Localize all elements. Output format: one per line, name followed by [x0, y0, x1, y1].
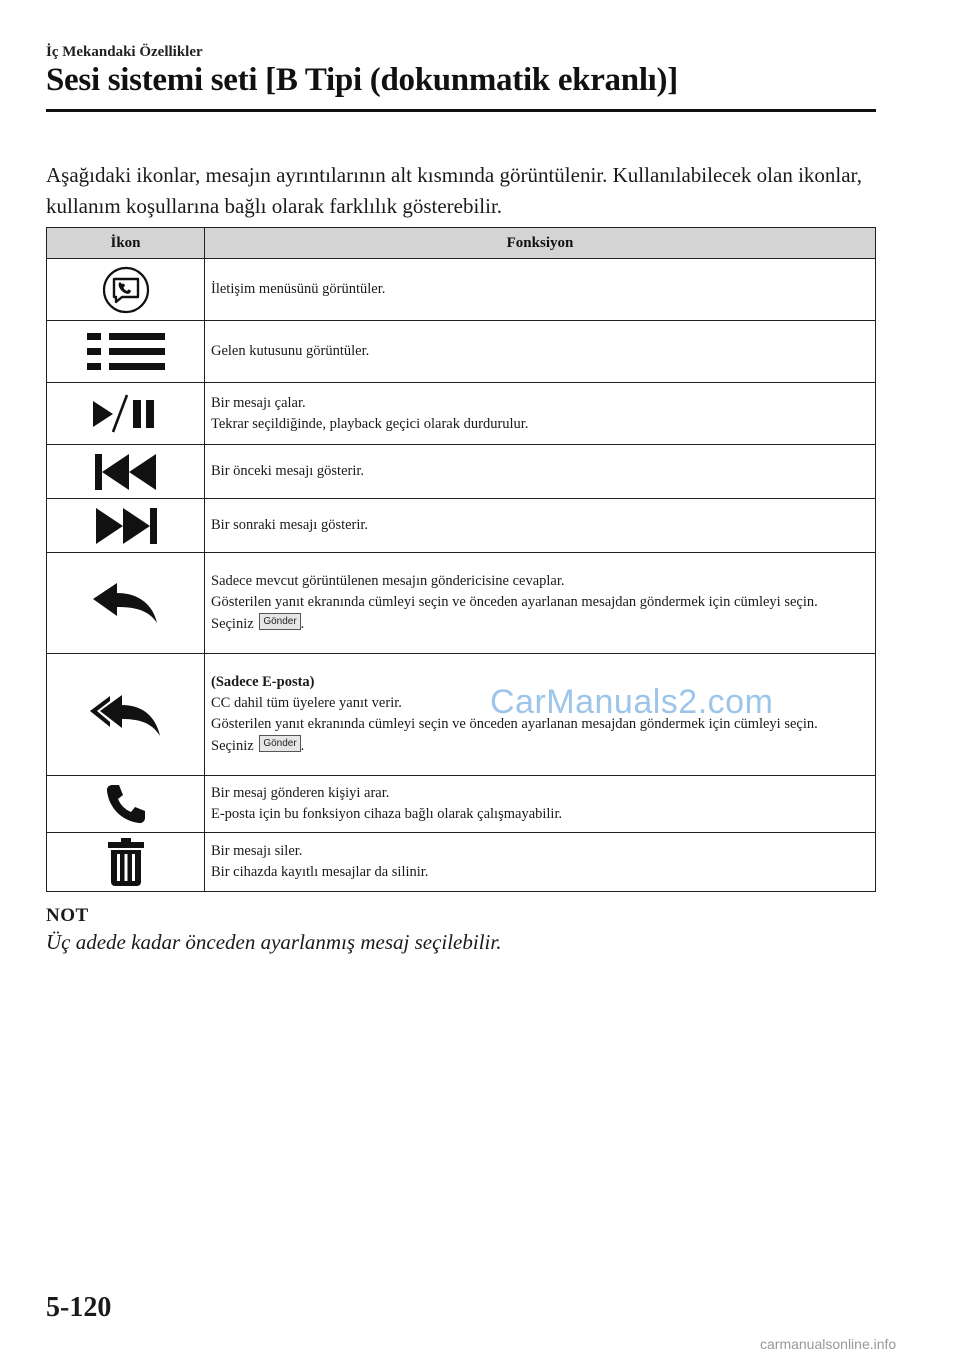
icon-cell: [47, 259, 205, 321]
message-menu-icon: [101, 265, 151, 315]
function-text: İletişim menüsünü görüntüler.: [211, 281, 386, 297]
function-cell: [205, 553, 876, 654]
icon-cell: [47, 654, 205, 776]
intro-paragraph: Aşağıdaki ikonlar, mesajın ayrıntılarının alt kısmında görüntülenir. Kullanılabilecek olan ikonlar, kullanım koşullarına bağlı olarak farklılık gösterebilir.: [46, 163, 862, 218]
send-button: Gönder: [259, 613, 300, 630]
select-suffix: .: [300, 616, 305, 632]
function-text: Bir mesajı siler.: [211, 843, 303, 859]
phone-icon: [104, 782, 148, 826]
icon-cell: [47, 776, 205, 833]
function-cell: [205, 383, 876, 445]
note-heading: NOT: [46, 905, 89, 926]
column-header-function: Fonksiyon: [205, 228, 876, 259]
select-suffix: .: [300, 738, 305, 754]
table-row: [47, 321, 876, 383]
page-number: 5-120: [46, 1292, 112, 1323]
function-cell: [205, 833, 876, 892]
title-rule: [46, 109, 876, 112]
page-title: Sesi sistemi seti [B Tipi (dokunmatik ekranlı)]: [46, 62, 678, 98]
function-cell: [205, 445, 876, 499]
inbox-list-icon: [85, 332, 167, 372]
reply-all-icon: [88, 692, 164, 738]
select-instruction: [211, 735, 867, 757]
function-text: E-posta için bu fonksiyon cihaza bağlı olarak çalışmayabilir.: [211, 806, 563, 822]
icon-cell: [47, 499, 205, 553]
note-text: Üç adede kadar önceden ayarlanmış mesaj seçilebilir.: [46, 930, 502, 954]
function-text: Bir sonraki mesajı gösterir.: [211, 517, 369, 533]
send-button: Gönder: [259, 735, 300, 752]
play-pause-icon: [91, 392, 161, 436]
select-prefix: Seçiniz: [211, 738, 254, 754]
table-row: [47, 833, 876, 892]
function-text: Sadece mevcut görüntülenen mesajın göndericisine cevaplar.: [211, 573, 565, 589]
reply-icon: [91, 581, 161, 625]
function-text: CC dahil tüm üyelere yanıt verir.: [211, 695, 402, 711]
function-text: Gösterilen yanıt ekranında cümleyi seçin ve önceden ayarlanan mesajdan göndermek için cümleyi seçin.: [211, 594, 818, 610]
function-cell: [205, 321, 876, 383]
function-subheading: (Sadece E-posta): [211, 674, 315, 690]
watermark: CarManuals2.com: [490, 683, 774, 721]
column-header-icon: İkon: [47, 228, 205, 259]
function-cell: [205, 499, 876, 553]
next-track-icon: [94, 506, 158, 546]
footer-site: carmanualsonline.info: [760, 1336, 897, 1352]
section-label: İç Mekandaki Özellikler: [46, 44, 203, 60]
function-cell: [205, 259, 876, 321]
icon-cell: [47, 553, 205, 654]
function-text: Bir önceki mesajı gösterir.: [211, 463, 365, 479]
function-text: Bir mesajı çalar.: [211, 394, 306, 411]
table-row: [47, 776, 876, 833]
table-row: [47, 445, 876, 499]
table-header-row: [47, 228, 876, 259]
icon-cell: [47, 321, 205, 383]
function-text: Gelen kutusunu görüntüler.: [211, 343, 370, 359]
icon-cell: [47, 833, 205, 892]
table-row: [47, 553, 876, 654]
function-text: Bir cihazda kayıtlı mesajlar da silinir.: [211, 864, 429, 880]
icon-cell: [47, 445, 205, 499]
icon-cell: [47, 383, 205, 445]
select-prefix: Seçiniz: [211, 616, 254, 632]
function-text: Tekrar seçildiğinde, playback geçici olarak durdurulur.: [211, 415, 529, 432]
table-row: [47, 259, 876, 321]
function-cell: [205, 776, 876, 833]
function-text: Bir mesaj gönderen kişiyi arar.: [211, 785, 390, 801]
previous-track-icon: [94, 452, 158, 492]
table-row: [47, 383, 876, 445]
icon-function-table: [46, 227, 876, 892]
trash-icon: [106, 837, 146, 887]
function-text: Gösterilen yanıt ekranında cümleyi seçin ve önceden ayarlanan mesajdan göndermek için cümleyi seçin.: [211, 716, 818, 732]
table-row: [47, 499, 876, 553]
select-instruction: [211, 613, 867, 635]
